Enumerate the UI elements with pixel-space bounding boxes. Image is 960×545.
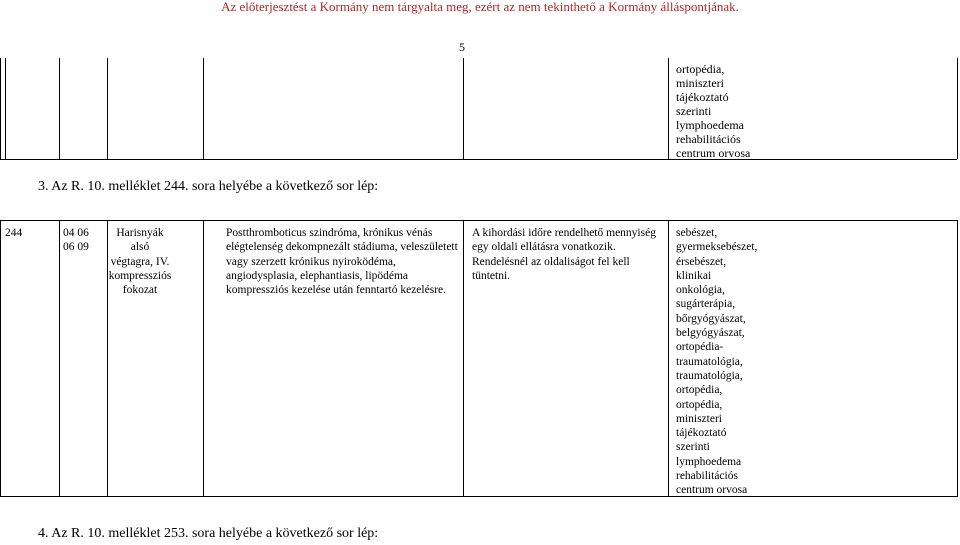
table-border	[203, 58, 204, 159]
table-border	[107, 58, 108, 159]
iso-code: 04 06 06 09	[63, 227, 89, 254]
table-border	[463, 220, 464, 496]
table-border	[0, 220, 958, 221]
table-border	[59, 220, 60, 496]
table-border	[59, 58, 60, 159]
table-border	[0, 220, 1, 496]
row-table	[0, 220, 960, 496]
table-border	[957, 220, 958, 496]
specialties-cell: ortopédia, miniszteri tájékoztató szerinti lymphoedema rehabilitációs centrum orvosa	[676, 62, 751, 160]
quantity-note: A kihordási időre rendelhető mennyiség egy oldali ellátásra vonatkozik. Rendelésnél az oldaliságot fel kell tüntetni.	[472, 227, 656, 282]
table-border	[463, 58, 464, 159]
document-header: Az előterjesztést a Kormány nem tárgyalta meg, ezért az nem tekinthető a Kormány álláspontjának.	[221, 0, 739, 14]
table-border	[668, 220, 669, 496]
table-border	[0, 58, 1, 159]
table-border	[5, 58, 6, 159]
product-name: Harisnyák alsó végtagra, IV. kompressziós fokozat	[108, 227, 172, 297]
specialties-list: sebészet, gyermeksebészet, érsebészet, klinikai onkológia, sugárterápia, bőrgyógyászat, belgyógyászat, ortopédia- traumatológia, traumatológia, ortopédia, ortopédia, miniszteri tájékoztató szerinti lymphoedema rehabilitációs centrum orvosa	[676, 227, 758, 497]
page-number: 5	[459, 40, 465, 54]
continued-table	[0, 58, 960, 160]
table-border	[957, 58, 958, 159]
table-border	[668, 58, 669, 159]
table-border	[0, 159, 957, 160]
indication-text: Postthromboticus szindróma, krónikus vénás elégtelenség dekompnezált stádiuma, veleszületett vagy szerzett krónikus nyiroködéma, angiodysplasia, elephantiasis, lipödéma kompressziós kezelése után fenntartó kezelésre.	[226, 227, 458, 297]
instruction-4: 4. Az R. 10. melléklet 253. sora helyébe a következő sor lép:	[38, 526, 379, 541]
table-border	[203, 220, 204, 496]
row-code: 244	[5, 227, 23, 239]
instruction-3: 3. Az R. 10. melléklet 244. sora helyébe a következő sor lép:	[38, 179, 379, 194]
